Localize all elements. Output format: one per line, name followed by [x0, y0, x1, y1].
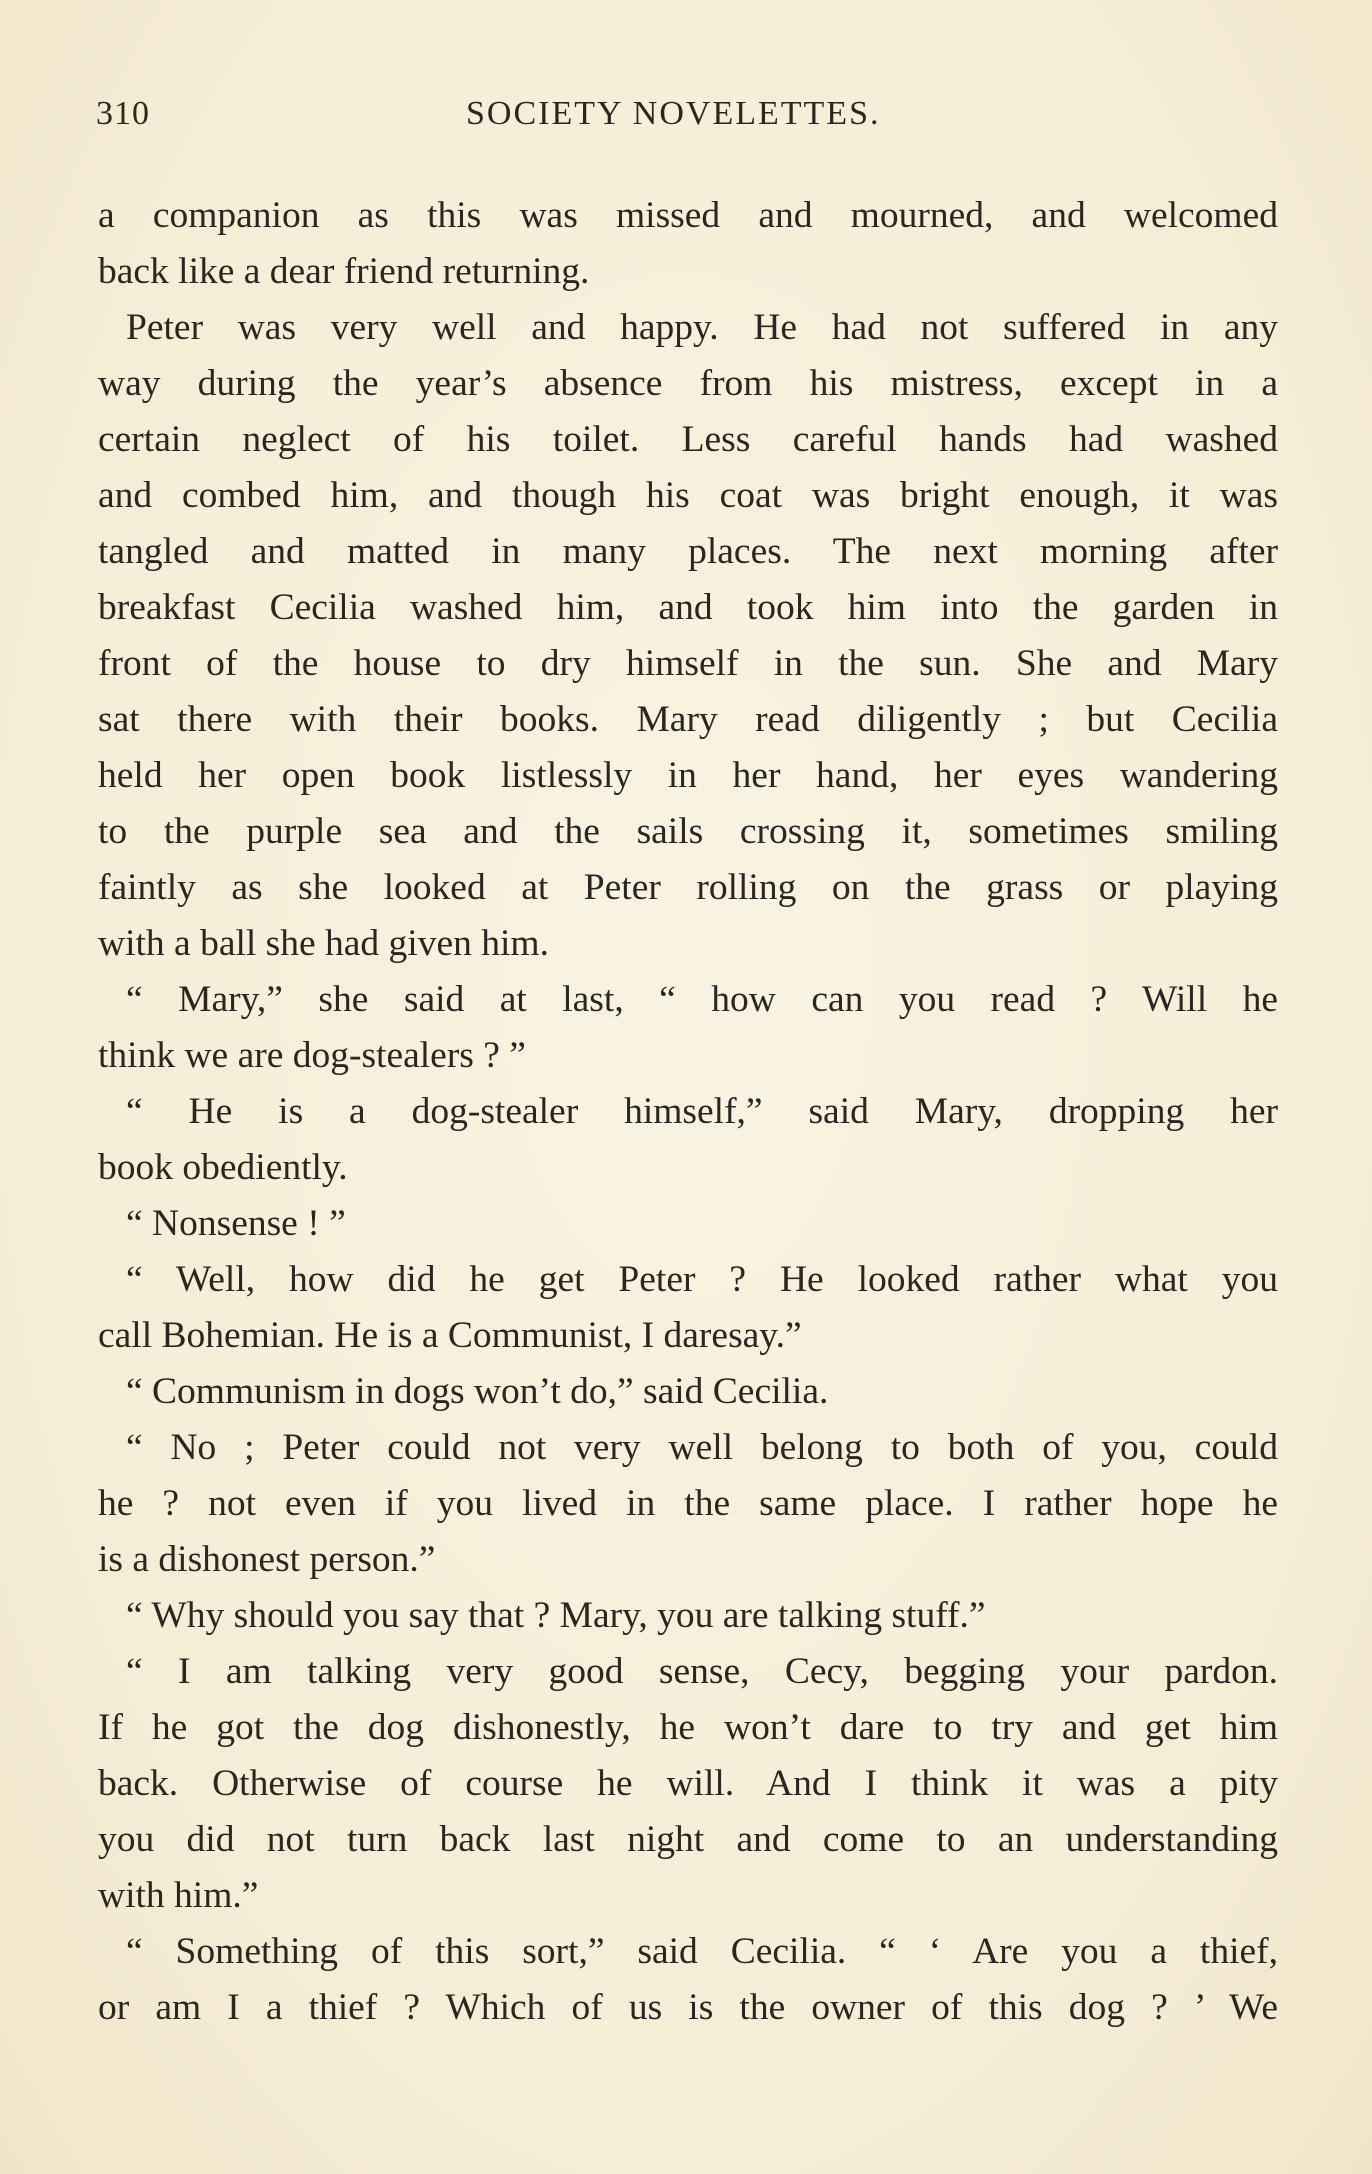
text-line: way during the year’s absence from his mistress, except in a — [98, 363, 1278, 404]
text-line: front of the house to dry himself in the sun. She and Mary — [98, 643, 1278, 684]
text-line: sat there with their books. Mary read diligently ; but Cecilia — [98, 699, 1278, 740]
text-line: “ Communism in dogs won’t do,” said Cecilia. — [126, 1371, 829, 1412]
text-line: Peter was very well and happy. He had not suffered in any — [126, 307, 1278, 348]
text-line: breakfast Cecilia washed him, and took him into the garden in — [98, 587, 1278, 628]
text-line: with him.” — [98, 1875, 259, 1916]
text-line: a companion as this was missed and mourned, and welcomed — [98, 195, 1278, 236]
text-line: call Bohemian. He is a Communist, I daresay.” — [98, 1315, 802, 1356]
text-line: with a ball she had given him. — [98, 923, 549, 964]
text-line: “ Why should you say that ? Mary, you are talking stuff.” — [126, 1595, 986, 1636]
text-line: or am I a thief ? Which of us is the owner of this dog ? ’ We — [98, 1987, 1278, 2028]
text-line: certain neglect of his toilet. Less careful hands had washed — [98, 419, 1278, 460]
text-line: If he got the dog dishonestly, he won’t dare to try and get him — [98, 1707, 1278, 1748]
text-line: faintly as she looked at Peter rolling on the grass or playing — [98, 867, 1278, 908]
text-line: held her open book listlessly in her hand, her eyes wandering — [98, 755, 1278, 796]
text-line: you did not turn back last night and come to an understanding — [98, 1819, 1278, 1860]
text-line: “ Nonsense ! ” — [126, 1203, 346, 1244]
text-line: “ Mary,” she said at last, “ how can you read ? Will he — [126, 979, 1278, 1020]
text-line: “ Well, how did he get Peter ? He looked rather what you — [126, 1259, 1278, 1300]
text-line: think we are dog-stealers ? ” — [98, 1035, 526, 1076]
text-line: book obediently. — [98, 1147, 348, 1188]
running-title: SOCIETY NOVELETTES. — [466, 95, 881, 132]
text-line: tangled and matted in many places. The next morning after — [98, 531, 1278, 572]
page-header — [96, 95, 1276, 145]
text-line: “ He is a dog-stealer himself,” said Mary, dropping her — [126, 1091, 1278, 1132]
text-line: “ I am talking very good sense, Cecy, begging your pardon. — [126, 1651, 1278, 1692]
text-line: to the purple sea and the sails crossing it, sometimes smiling — [98, 811, 1278, 852]
text-line: “ Something of this sort,” said Cecilia. “ ‘ Are you a thief, — [126, 1931, 1278, 1972]
text-line: he ? not even if you lived in the same place. I rather hope he — [98, 1483, 1278, 1524]
text-line: “ No ; Peter could not very well belong to both of you, could — [126, 1427, 1278, 1468]
page-number: 310 — [96, 95, 150, 132]
text-line: back. Otherwise of course he will. And I think it was a pity — [98, 1763, 1278, 1804]
text-line: and combed him, and though his coat was bright enough, it was — [98, 475, 1278, 516]
text-line: is a dishonest person.” — [98, 1539, 436, 1580]
text-line: back like a dear friend returning. — [98, 251, 590, 292]
body-text — [98, 188, 1278, 2036]
